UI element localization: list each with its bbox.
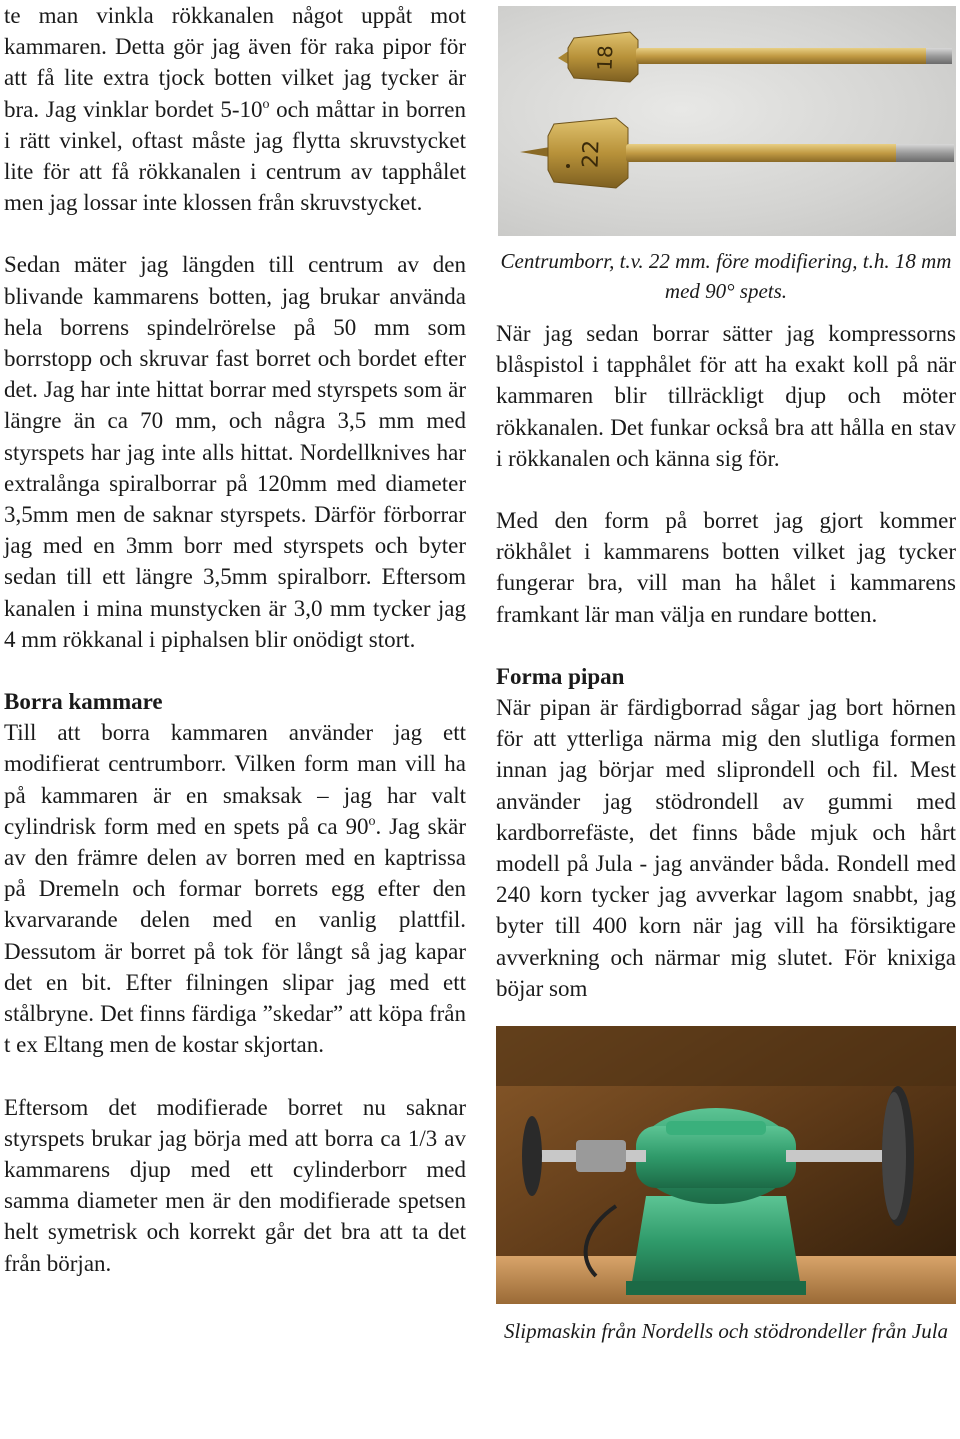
caption-drill-bits: Centrumborr, t.v. 22 mm. före modifiering, t.h. 18 mm med 90° spets.	[500, 249, 952, 303]
photo-drill-bits	[498, 6, 956, 236]
bench-grinder-drawing	[496, 1026, 956, 1304]
paragraph-intro: te man vinkla rökkanalen något uppåt mot kammaren. Detta gör jag även för raka pipor för att få lite extra tjock botten vilket jag tycker är bra. Jag vinklar bordet 5-10$^o$ och måttar in borren i rätt vinkel, oftast måste jag flytta skruvstycket lite för att få rökkanalen i centrum av tapphålet men jag lossar inte klossen från skruvstycket.	[4, 3, 466, 216]
caption-bench-grinder: Slipmaskin från Nordells och stödrondeller från Jula	[503, 1319, 949, 1344]
heading-forma-pipan: Forma pipan	[496, 663, 625, 689]
drill-bit-18	[558, 32, 952, 82]
paragraph-measure: Sedan mäter jag längden till centrum av den blivande kammarens botten, jag brukar använda hela borrens spindelrörelse på 50 mm som borrstopp och skruvar fast borret och bordet efter det. Jag har inte hittat borrar med styrspets som är längre än ca 70 mm, och några 3,5 mm med styrspets har jag inte alls hittat. Nordellknives har extralånga spiralborrar på 120mm med diameter 3,5mm men de saknar styrspets. Därför förborrar jag med en 3mm borr med styrspets och byter sedan till ett längre 3,5mm spiralborr. Eftersom kanalen i mina munstycken är 3,0 mm tycker jag 4 mm rökkanal i piphalsen blir onödigt stort.	[4, 252, 466, 652]
photo-bench-grinder	[496, 1026, 956, 1304]
paragraph-cylinder: Eftersom det modifierade borret nu saknar styrspets brukar jag börja med att borra ca 1/3 av kammarens djup med ett cylinderborr med samma diameter men är den modifierade spetsen helt symetrisk och korrekt går det bra att ta det från början.	[4, 1094, 466, 1276]
paragraph-bore-shape: Med den form på borret jag gjort kommer rökhålet i kammarens botten vilket jag tycker fungerar bra, vill man ha hålet i kammarens framkant lär man välja en rundare botten.	[496, 508, 956, 627]
drill-bit-22	[520, 118, 954, 188]
paragraph-forma: När pipan är färdigborrad sågar jag bort hörnen för att ytterliga närma mig den slutliga formen innan jag börjar med sliprondell och fil. Mest använder jag stödrondell av gummi med kardborrefäste, det finns både mjuk och hårt modell på Jula - jag använder båda. Rondell med 240 korn tycker jag avverkar lagom snabbt, jag byter till 400 korn när jag vill ha försiktigare avverkning och närmar mig slutet. För knixiga böjar som	[496, 695, 956, 1001]
left-column	[4, 0, 466, 1279]
bit-22-label: 22	[578, 139, 605, 169]
bit-18-label: 18	[592, 44, 618, 72]
paragraph-borra: Till att borra kammaren använder jag ett modifierat centrumborr. Vilken form man vill ha på kammaren är en smaksak – jag har valt cylindrisk form med en spets på ca 90$^o$. Jag skär av den främre delen av borren med en kaptrissa på Dremeln och formar borrets egg efter den kvarvarande delen med en vanlig plattfil. Dessutom är borret på tok för långt så jag kapar det en bit. Efter filningen slipar jag med ett stålbryne. Det finns färdiga ”skedar” att köpa från t ex Eltang men de kostar skjortan.	[4, 720, 466, 1058]
drill-bits-drawing	[498, 6, 956, 236]
heading-borra-kammare: Borra kammare	[4, 689, 163, 715]
right-column	[496, 0, 956, 1346]
paragraph-compressor: När jag sedan borrar sätter jag kompressorns blåspistol i tapphålet för att ha exakt koll på när kammaren blir tillräckligt djup och möter rökkanalen. Det funkar också bra att hålla en stav i rökkanalen och känna sig för.	[496, 321, 956, 471]
